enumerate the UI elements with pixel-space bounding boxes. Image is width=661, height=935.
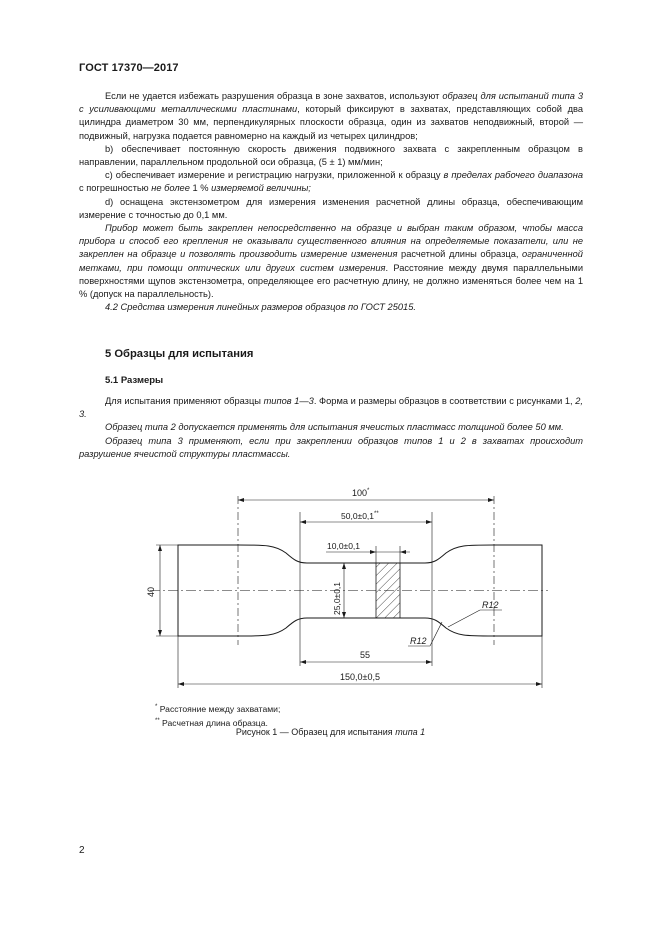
paragraph: d) оснащена экстензометром для измерения изменения расчетной длины образца, обеспечивающим измерение с точностью до 0,1 мм. (79, 196, 583, 220)
dim-label-10: 10,0±0,1 (327, 541, 361, 551)
specimen-svg (130, 482, 550, 697)
standard-header: ГОСТ 17370—2017 (79, 62, 179, 74)
paragraph: Образец типа 2 допускается применять для испытания ячеистых пластмасс толщиной более 50 мм. (105, 422, 564, 433)
paragraph: c) обеспечивает измерение и регистрацию нагрузки, приложенной к образцу в пределах рабочего диапазона с погрешностью не более 1 % измеряемой величины; (79, 170, 583, 194)
hatched-zone (376, 563, 400, 618)
note-gauge-length: ** Расчетная длина образца. (155, 717, 268, 728)
section-text (79, 395, 583, 461)
dim-label-55: 55 (360, 650, 371, 660)
page-number: 2 (79, 845, 85, 856)
radius-label-2: R12 (410, 636, 427, 646)
dim-label-40: 40 (146, 586, 156, 597)
paragraph: Образец типа 3 применяют, если при закреплении образцов типов 1 и 2 в захватах происходит разрушение ячеистой структуры пластмассы. (79, 435, 583, 459)
section-title: 5 Образцы для испытания (105, 348, 254, 360)
paragraph: Прибор может быть закреплен непосредственно на образце и выбран таким образом, чтобы масса прибора и способ его крепления не оказывали существенного влияния на определяемые показатели, или не закреплен на образце и позволять производить измерение изменения расчетной длины образца, ограниченной метками, при помощи оптических или других систем измерения. Расстояние между двумя параллельными поверхностями щупов экстензометра, определяющее его расчетную длину, не должно изменяться более чем на 1 % (допуск на параллельность). (79, 223, 584, 300)
dim-label-100: 100* (352, 488, 370, 498)
radius-leader-1 (448, 610, 480, 627)
specimen-drawing (130, 482, 550, 697)
paragraph: 4.2 Средства измерения линейных размеров образцов по ГОСТ 25015. (105, 302, 416, 313)
paragraph: Если не удается избежать разрушения образца в зоне захватов, используют образец для испытаний типа 3 с усиливающими металлическими пластинами, который фиксируют в захватах, представляющих собой два цилиндра диаметром 30 мм, перпендикулярных плоскости образца, один из захватов неподвижный, второй — подвижный, нагрузка подается равномерно на каждый из четырех цилиндров; (79, 91, 583, 141)
dim-label-150: 150,0±0,5 (340, 672, 380, 682)
paragraph: b) обеспечивает постоянную скорость движения подвижного захвата с закрепленным образцом в направлении, параллельном продольной оси образца, (5 ± 1) мм/мин; (79, 143, 583, 168)
radius-label-1: R12 (482, 600, 499, 610)
dim-label-50: 50,0±0,1** (341, 511, 379, 521)
figure-notes (155, 701, 280, 729)
subsection-title: 5.1 Размеры (105, 375, 164, 386)
figure-caption: Рисунок 1 — Образец для испытания типа 1 (235, 727, 426, 737)
paragraph: Для испытания применяют образцы типов 1—3. Форма и размеры образцов в соответствии с рисунками 1, 2, 3. (79, 396, 583, 420)
note-grip-distance: * Расстояние между захватами; (155, 703, 281, 714)
requirements-text (79, 90, 583, 314)
dim-label-25: 25,0±0,1 (332, 581, 342, 615)
